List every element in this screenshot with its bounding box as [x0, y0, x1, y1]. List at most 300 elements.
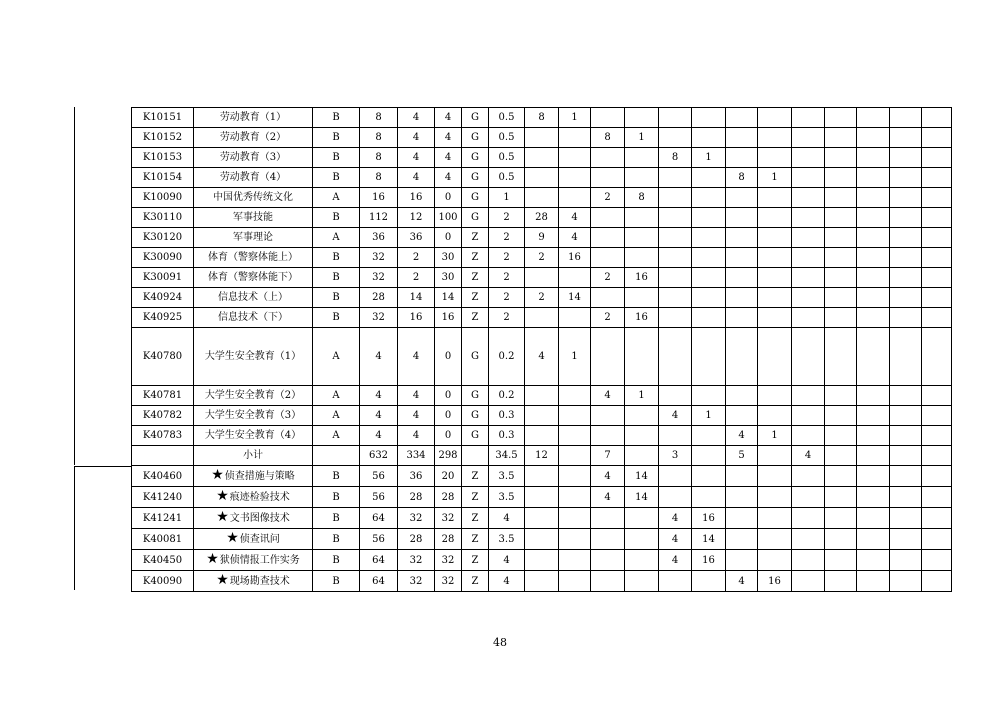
value-cell: [525, 168, 559, 188]
value-cell: [890, 508, 922, 529]
value-cell: [825, 550, 857, 571]
value-cell: Z: [462, 550, 489, 571]
value-cell: [692, 108, 726, 128]
value-cell: [792, 208, 825, 228]
value-cell: 8: [525, 108, 559, 128]
value-cell: [758, 128, 792, 148]
value-cell: [857, 108, 890, 128]
value-cell: 12: [398, 208, 435, 228]
course-name-cell: [194, 508, 313, 529]
value-cell: 16: [360, 188, 398, 208]
value-cell: 16: [692, 550, 726, 571]
value-cell: 32: [435, 571, 462, 592]
course-name-text: 侦查措施与策略: [224, 471, 295, 482]
value-cell: [922, 487, 952, 508]
value-cell: [922, 288, 952, 308]
value-cell: [792, 168, 825, 188]
value-cell: 2: [525, 288, 559, 308]
value-cell: [922, 188, 952, 208]
course-code-cell: K30110: [132, 208, 194, 228]
table-row: [132, 288, 952, 308]
value-cell: 4: [659, 406, 692, 426]
value-cell: [758, 288, 792, 308]
value-cell: 4: [398, 168, 435, 188]
course-code-cell: K10154: [132, 168, 194, 188]
value-cell: [591, 248, 625, 268]
value-cell: G: [462, 148, 489, 168]
value-cell: 4: [398, 328, 435, 386]
value-cell: 4: [398, 406, 435, 426]
value-cell: [857, 148, 890, 168]
value-cell: [659, 228, 692, 248]
value-cell: 1: [692, 406, 726, 426]
value-cell: [559, 168, 591, 188]
value-cell: [857, 386, 890, 406]
course-name-cell: [194, 208, 313, 228]
table-row: [132, 446, 952, 466]
value-cell: [857, 268, 890, 288]
star-icon: ★: [216, 488, 229, 504]
value-cell: G: [462, 108, 489, 128]
value-cell: [525, 308, 559, 328]
value-cell: [857, 228, 890, 248]
value-cell: [825, 168, 857, 188]
value-cell: [825, 406, 857, 426]
value-cell: 64: [360, 571, 398, 592]
value-cell: Z: [462, 571, 489, 592]
value-cell: [792, 529, 825, 550]
course-name-cell: [194, 446, 313, 466]
value-cell: 12: [525, 446, 559, 466]
value-cell: [659, 188, 692, 208]
value-cell: [792, 308, 825, 328]
value-cell: [591, 406, 625, 426]
course-code-cell: K40090: [132, 571, 194, 592]
value-cell: [525, 529, 559, 550]
value-cell: 32: [435, 550, 462, 571]
table-row: [132, 466, 952, 487]
value-cell: [857, 208, 890, 228]
value-cell: [659, 308, 692, 328]
value-cell: [559, 426, 591, 446]
value-cell: [890, 571, 922, 592]
value-cell: [758, 508, 792, 529]
value-cell: [559, 446, 591, 466]
value-cell: 20: [435, 466, 462, 487]
value-cell: [591, 168, 625, 188]
value-cell: [758, 248, 792, 268]
value-cell: 16: [758, 571, 792, 592]
value-cell: 4: [398, 148, 435, 168]
value-cell: [825, 571, 857, 592]
section-divider-line: [74, 466, 132, 467]
value-cell: 4: [398, 426, 435, 446]
value-cell: [792, 571, 825, 592]
course-code-cell: K10153: [132, 148, 194, 168]
course-name-text: 军事理论: [233, 232, 273, 243]
value-cell: 4: [360, 386, 398, 406]
course-name-cell: [194, 168, 313, 188]
table-row: [132, 487, 952, 508]
value-cell: 1: [489, 188, 525, 208]
course-name-text: 劳动教育（3）: [219, 152, 287, 163]
value-cell: 3.5: [489, 487, 525, 508]
value-cell: 64: [360, 550, 398, 571]
value-cell: [692, 168, 726, 188]
value-cell: Z: [462, 288, 489, 308]
value-cell: [692, 248, 726, 268]
value-cell: [758, 487, 792, 508]
value-cell: 4: [659, 550, 692, 571]
value-cell: [726, 208, 758, 228]
value-cell: 36: [398, 466, 435, 487]
value-cell: [525, 571, 559, 592]
value-cell: [659, 108, 692, 128]
value-cell: 4: [489, 571, 525, 592]
value-cell: 8: [726, 168, 758, 188]
value-cell: [659, 288, 692, 308]
value-cell: [792, 148, 825, 168]
value-cell: [591, 328, 625, 386]
value-cell: 9: [525, 228, 559, 248]
table-row: [132, 426, 952, 446]
value-cell: [692, 228, 726, 248]
value-cell: [692, 446, 726, 466]
value-cell: [890, 466, 922, 487]
value-cell: 3: [659, 446, 692, 466]
value-cell: [890, 108, 922, 128]
value-cell: [726, 108, 758, 128]
value-cell: [792, 466, 825, 487]
course-name-text: 信息技术（上）: [218, 292, 288, 303]
value-cell: 4: [489, 550, 525, 571]
value-cell: [857, 248, 890, 268]
table-row: [132, 508, 952, 529]
star-icon: ★: [216, 572, 229, 588]
value-cell: B: [313, 288, 360, 308]
value-cell: [857, 550, 890, 571]
value-cell: G: [462, 168, 489, 188]
value-cell: 32: [398, 571, 435, 592]
course-code-cell: K40450: [132, 550, 194, 571]
course-name-cell: [194, 571, 313, 592]
value-cell: [890, 308, 922, 328]
value-cell: [591, 529, 625, 550]
left-border-line-lower: [74, 466, 75, 590]
value-cell: [792, 288, 825, 308]
value-cell: 0.5: [489, 168, 525, 188]
value-cell: 4: [360, 426, 398, 446]
value-cell: 64: [360, 508, 398, 529]
value-cell: [857, 128, 890, 148]
course-name-text: 小计: [243, 450, 263, 461]
value-cell: [692, 571, 726, 592]
value-cell: [659, 426, 692, 446]
value-cell: 28: [435, 529, 462, 550]
value-cell: [625, 446, 659, 466]
value-cell: 0: [435, 426, 462, 446]
value-cell: [659, 168, 692, 188]
value-cell: [792, 406, 825, 426]
value-cell: [692, 208, 726, 228]
value-cell: [890, 228, 922, 248]
course-code-cell: K40460: [132, 466, 194, 487]
value-cell: G: [462, 406, 489, 426]
value-cell: [857, 406, 890, 426]
value-cell: 16: [559, 248, 591, 268]
value-cell: [825, 487, 857, 508]
value-cell: [726, 466, 758, 487]
value-cell: [559, 268, 591, 288]
value-cell: 100: [435, 208, 462, 228]
value-cell: 2: [591, 188, 625, 208]
value-cell: [825, 426, 857, 446]
star-icon: ★: [206, 551, 219, 567]
value-cell: [922, 128, 952, 148]
value-cell: [659, 208, 692, 228]
value-cell: 0.5: [489, 108, 525, 128]
value-cell: B: [313, 550, 360, 571]
value-cell: 7: [591, 446, 625, 466]
value-cell: [922, 228, 952, 248]
value-cell: [625, 148, 659, 168]
value-cell: 4: [398, 108, 435, 128]
value-cell: [857, 487, 890, 508]
value-cell: 28: [398, 487, 435, 508]
value-cell: [726, 328, 758, 386]
course-name-text: 痕迹检验技术: [229, 492, 290, 503]
course-name-text: 军事技能: [233, 212, 273, 223]
value-cell: [890, 426, 922, 446]
value-cell: [792, 188, 825, 208]
value-cell: [922, 550, 952, 571]
value-cell: 34.5: [489, 446, 525, 466]
value-cell: 14: [398, 288, 435, 308]
value-cell: [890, 248, 922, 268]
value-cell: [857, 288, 890, 308]
value-cell: [559, 550, 591, 571]
value-cell: G: [462, 208, 489, 228]
value-cell: 30: [435, 268, 462, 288]
value-cell: [825, 128, 857, 148]
value-cell: [525, 268, 559, 288]
value-cell: [792, 426, 825, 446]
value-cell: 0: [435, 406, 462, 426]
value-cell: 4: [726, 426, 758, 446]
value-cell: [559, 487, 591, 508]
course-code-cell: K10152: [132, 128, 194, 148]
value-cell: [726, 529, 758, 550]
value-cell: 0: [435, 328, 462, 386]
value-cell: 3.5: [489, 466, 525, 487]
value-cell: [525, 148, 559, 168]
value-cell: B: [313, 308, 360, 328]
value-cell: [625, 529, 659, 550]
value-cell: A: [313, 228, 360, 248]
course-name-cell: [194, 188, 313, 208]
course-name-text: 大学生安全教育（4）: [204, 430, 302, 441]
value-cell: [922, 406, 952, 426]
value-cell: [890, 188, 922, 208]
value-cell: [890, 550, 922, 571]
value-cell: [825, 228, 857, 248]
value-cell: [792, 328, 825, 386]
value-cell: 0: [435, 228, 462, 248]
course-name-cell: [194, 426, 313, 446]
value-cell: B: [313, 168, 360, 188]
value-cell: [692, 268, 726, 288]
value-cell: [922, 466, 952, 487]
value-cell: A: [313, 188, 360, 208]
value-cell: 32: [360, 248, 398, 268]
value-cell: 56: [360, 487, 398, 508]
value-cell: [591, 208, 625, 228]
value-cell: [525, 426, 559, 446]
value-cell: B: [313, 508, 360, 529]
course-name-text: 大学生安全教育（1）: [204, 351, 302, 362]
value-cell: G: [462, 426, 489, 446]
value-cell: [625, 571, 659, 592]
value-cell: [922, 426, 952, 446]
course-name-cell: [194, 529, 313, 550]
value-cell: 14: [625, 466, 659, 487]
value-cell: 2: [398, 248, 435, 268]
value-cell: B: [313, 268, 360, 288]
value-cell: [559, 128, 591, 148]
value-cell: B: [313, 128, 360, 148]
value-cell: 4: [591, 487, 625, 508]
course-code-cell: K40924: [132, 288, 194, 308]
value-cell: [692, 466, 726, 487]
value-cell: 3.5: [489, 529, 525, 550]
value-cell: 2: [489, 248, 525, 268]
course-name-cell: [194, 148, 313, 168]
value-cell: A: [313, 386, 360, 406]
value-cell: [625, 550, 659, 571]
value-cell: 1: [758, 426, 792, 446]
value-cell: [758, 268, 792, 288]
value-cell: 4: [591, 466, 625, 487]
table-row: [132, 128, 952, 148]
value-cell: [922, 208, 952, 228]
value-cell: Z: [462, 268, 489, 288]
value-cell: [591, 550, 625, 571]
course-code-cell: K10090: [132, 188, 194, 208]
value-cell: 4: [559, 208, 591, 228]
value-cell: [825, 148, 857, 168]
value-cell: [857, 188, 890, 208]
course-code-cell: K40781: [132, 386, 194, 406]
value-cell: 0.5: [489, 148, 525, 168]
value-cell: 0: [435, 188, 462, 208]
value-cell: [659, 386, 692, 406]
table-row: [132, 208, 952, 228]
course-code-cell: K40782: [132, 406, 194, 426]
value-cell: [922, 248, 952, 268]
value-cell: [825, 508, 857, 529]
value-cell: 8: [360, 128, 398, 148]
course-name-cell: [194, 248, 313, 268]
star-icon: ★: [226, 530, 239, 546]
value-cell: G: [462, 188, 489, 208]
course-name-cell: [194, 550, 313, 571]
course-name-cell: [194, 268, 313, 288]
course-name-text: 劳动教育（4）: [219, 172, 287, 183]
value-cell: [726, 550, 758, 571]
value-cell: 0.2: [489, 386, 525, 406]
value-cell: 16: [398, 308, 435, 328]
value-cell: 4: [591, 386, 625, 406]
value-cell: [825, 308, 857, 328]
table-row: [132, 550, 952, 571]
value-cell: 5: [726, 446, 758, 466]
value-cell: [825, 446, 857, 466]
value-cell: [591, 508, 625, 529]
value-cell: [890, 148, 922, 168]
value-cell: 4: [525, 328, 559, 386]
value-cell: [692, 188, 726, 208]
value-cell: 1: [758, 168, 792, 188]
value-cell: [692, 128, 726, 148]
value-cell: [758, 308, 792, 328]
value-cell: [825, 288, 857, 308]
page-number: 48: [493, 636, 507, 649]
value-cell: [922, 328, 952, 386]
value-cell: [857, 168, 890, 188]
value-cell: [825, 188, 857, 208]
course-name-cell: [194, 308, 313, 328]
value-cell: 8: [360, 108, 398, 128]
course-name-cell: [194, 487, 313, 508]
value-cell: [591, 426, 625, 446]
value-cell: [758, 188, 792, 208]
table-row: [132, 529, 952, 550]
value-cell: [659, 128, 692, 148]
value-cell: [559, 466, 591, 487]
course-name-cell: [194, 128, 313, 148]
value-cell: 16: [625, 268, 659, 288]
value-cell: [890, 529, 922, 550]
value-cell: [890, 288, 922, 308]
value-cell: [825, 268, 857, 288]
value-cell: B: [313, 208, 360, 228]
star-icon: ★: [211, 467, 224, 483]
value-cell: 36: [398, 228, 435, 248]
value-cell: 14: [625, 487, 659, 508]
course-code-cell: K30090: [132, 248, 194, 268]
value-cell: G: [462, 128, 489, 148]
value-cell: [922, 446, 952, 466]
value-cell: 56: [360, 466, 398, 487]
value-cell: [825, 248, 857, 268]
value-cell: [625, 508, 659, 529]
value-cell: 1: [625, 386, 659, 406]
value-cell: [726, 508, 758, 529]
value-cell: 14: [435, 288, 462, 308]
value-cell: [726, 406, 758, 426]
value-cell: [792, 487, 825, 508]
value-cell: [625, 426, 659, 446]
value-cell: [825, 466, 857, 487]
course-name-cell: [194, 386, 313, 406]
value-cell: 2: [489, 208, 525, 228]
course-name-cell: [194, 228, 313, 248]
value-cell: 4: [559, 228, 591, 248]
value-cell: Z: [462, 487, 489, 508]
value-cell: [792, 550, 825, 571]
course-code-cell: K40081: [132, 529, 194, 550]
value-cell: [559, 508, 591, 529]
